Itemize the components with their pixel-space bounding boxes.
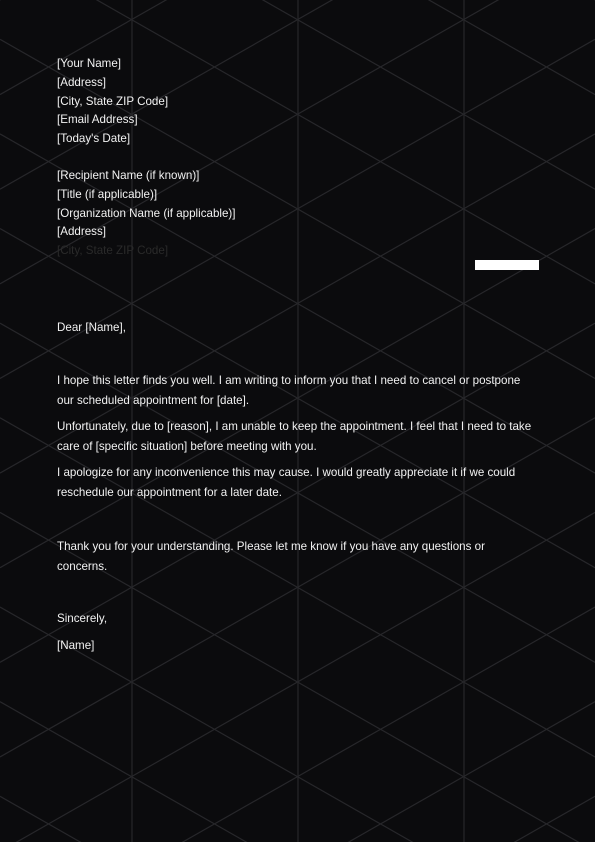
recipient-city-state-zip: [City, State ZIP Code] <box>57 244 169 258</box>
closing: Sincerely, <box>57 612 108 625</box>
salutation: Dear [Name], <box>57 321 126 334</box>
signature: [Name] <box>57 639 95 652</box>
paragraph-2: Unfortunately, due to [reason], I am unable to keep the appointment. I feel that I need to take care of [specific situation] before meeting with you. <box>57 420 532 453</box>
sender-name: [Your Name] <box>57 57 122 70</box>
recipient-title: [Title (if applicable)] <box>57 187 158 201</box>
recipient-address: [Address] <box>57 225 106 239</box>
redaction-bar <box>475 260 539 270</box>
sender-address: [Address] <box>57 75 106 89</box>
recipient-organization: [Organization Name (if applicable)] <box>57 206 236 220</box>
paragraph-3: I apologize for any inconvenience this may cause. I would greatly appreciate it if we could reschedule our appointment for a later date. <box>57 466 516 499</box>
recipient-name: [Recipient Name (if known)] <box>57 169 200 182</box>
sender-block <box>57 55 537 149</box>
sender-email: [Email Address] <box>57 113 138 127</box>
recipient-block <box>57 167 537 261</box>
paragraph-4: Thank you for your understanding. Please let me know if you have any questions or concerns. <box>57 540 485 573</box>
paragraph-1: I hope this letter finds you well. I am writing to inform you that I need to cancel or postpone our scheduled appointment for [date]. <box>57 374 521 407</box>
sender-date: [Today's Date] <box>57 132 131 146</box>
sender-city-state-zip: [City, State ZIP Code] <box>57 94 169 108</box>
